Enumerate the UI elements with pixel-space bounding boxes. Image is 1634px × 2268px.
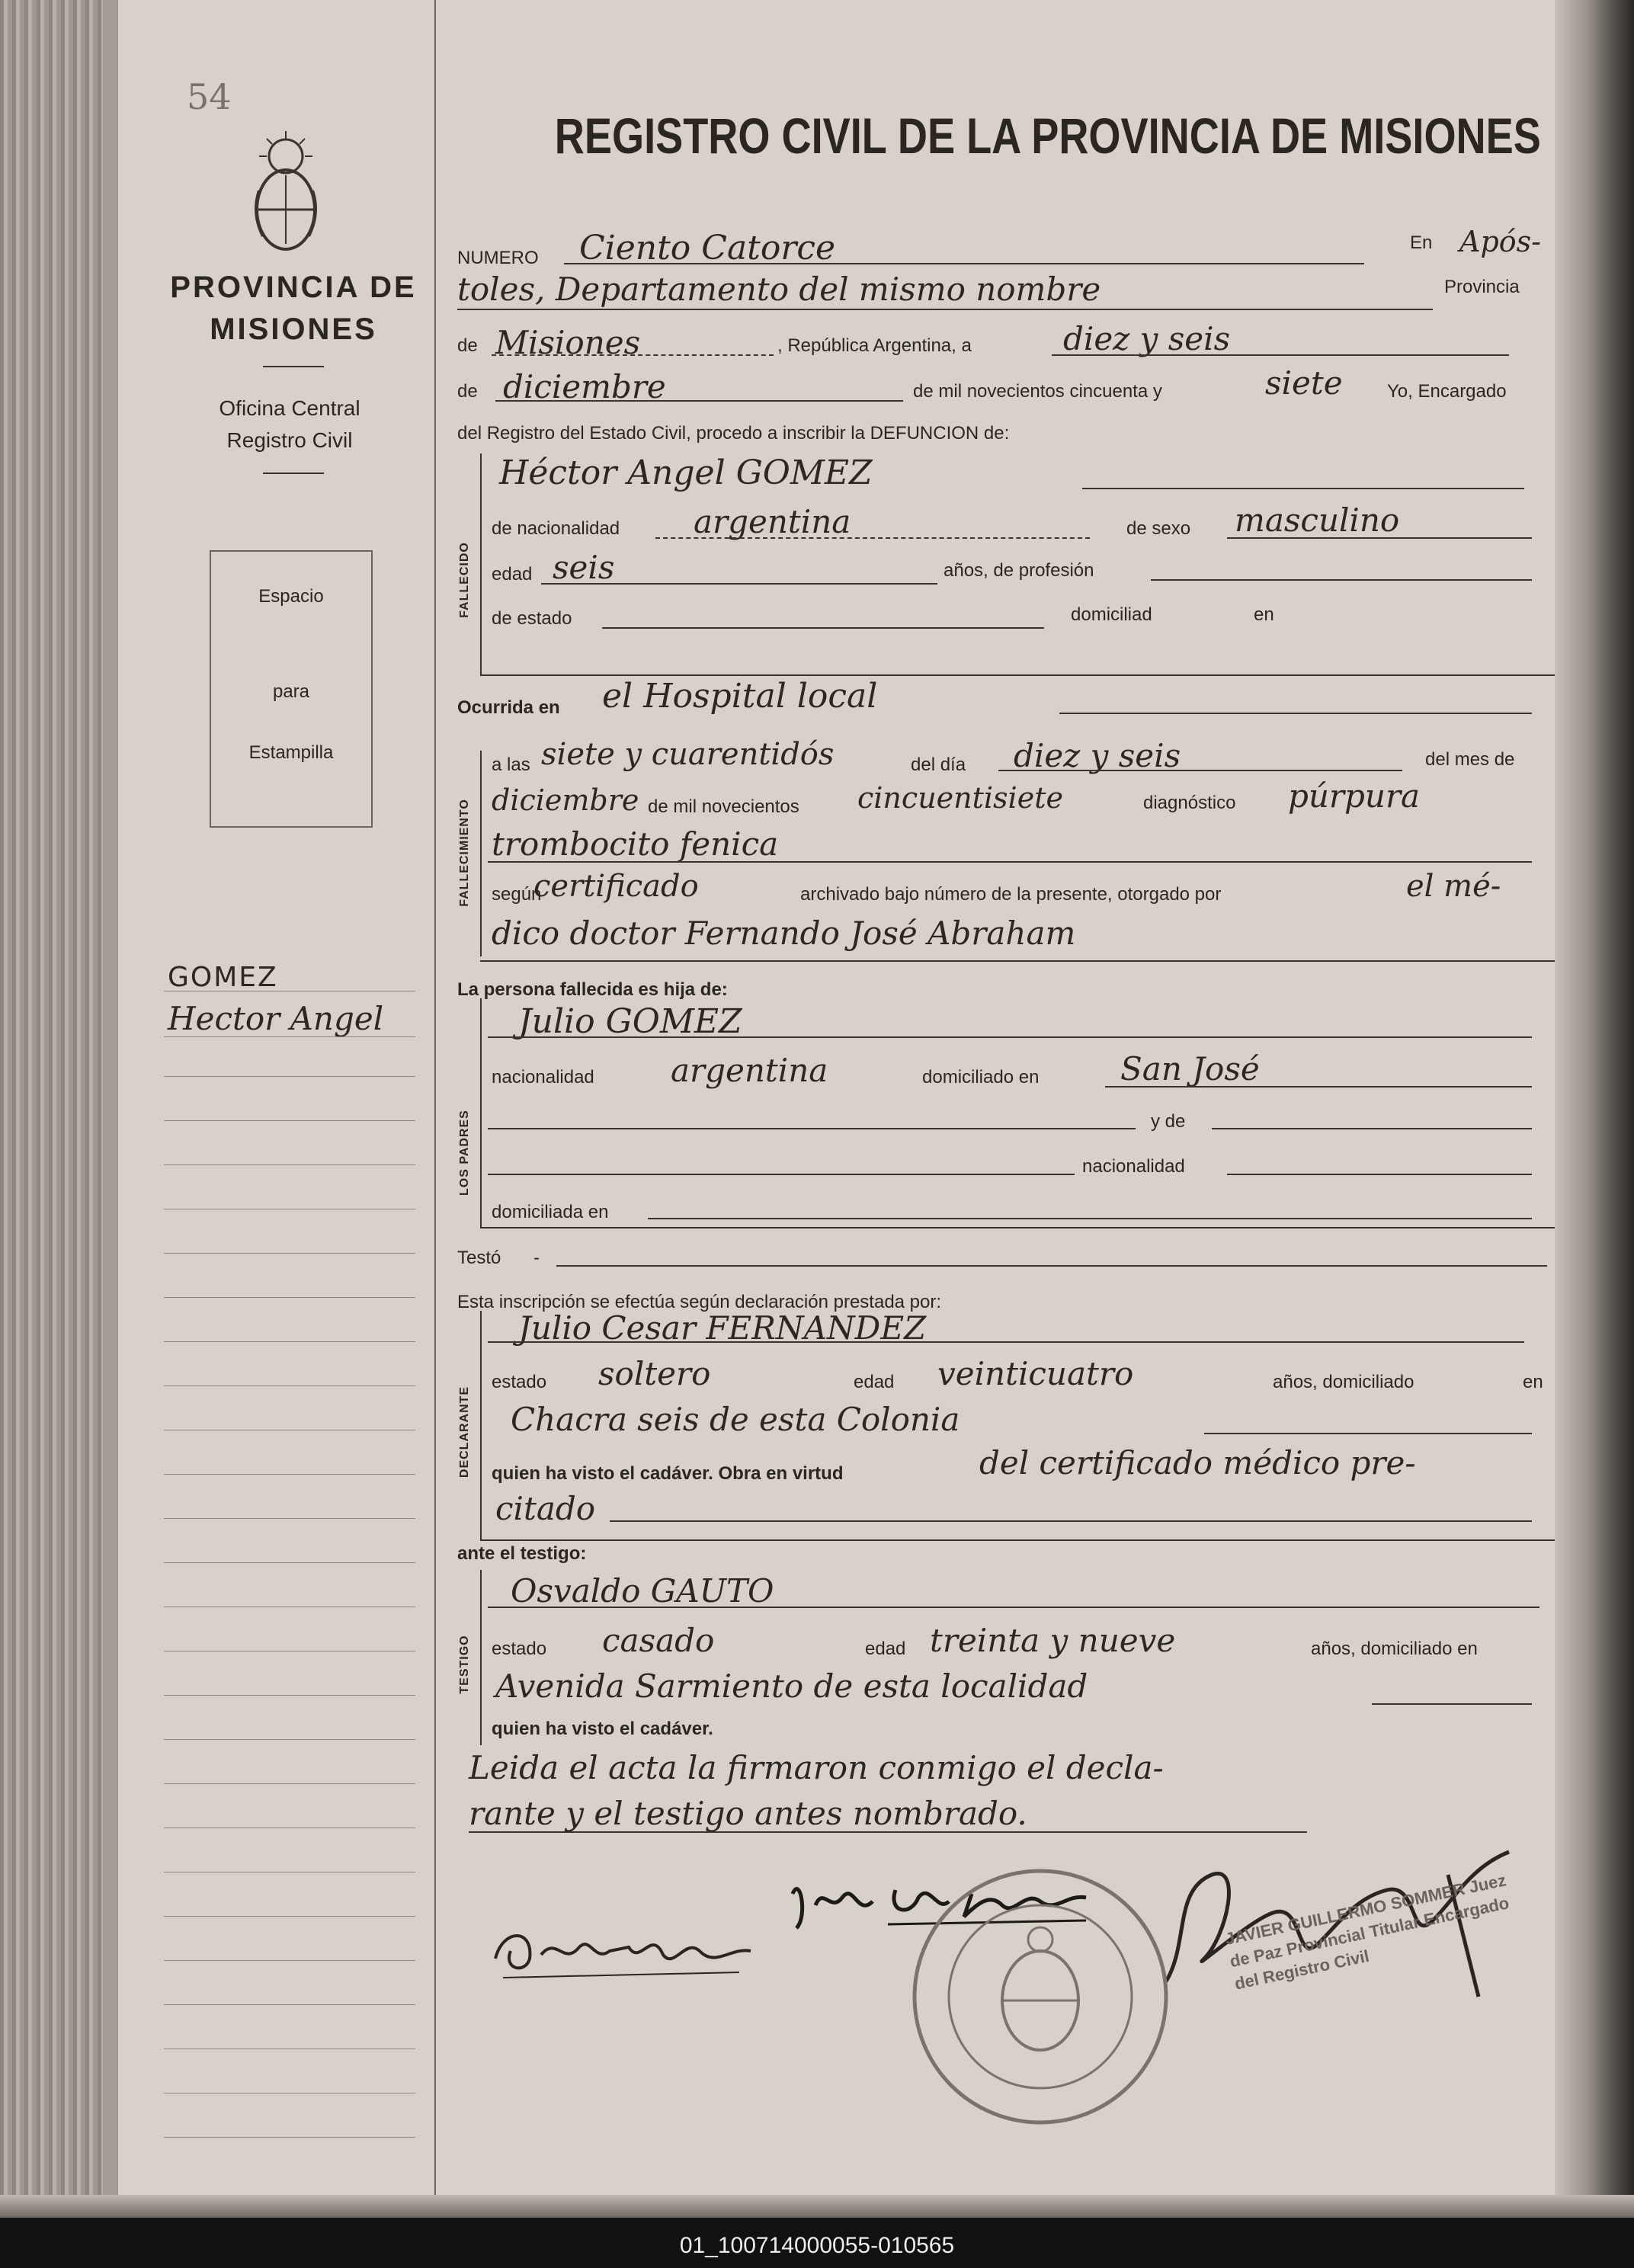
page-title: REGISTRO CIVIL DE LA PROVINCIA DE MISIONES [554,107,1541,164]
book-edge [1555,0,1634,2218]
register-page: 54 PROVINCIA DE MISIONES Oficina Central Registro Civil Espacio para Estampilla GOMEZ Hector Angel REGISTRO CIVIL DE LA PROVINCIA DE MISIONES NUMERO Ciento Catorce En Após- toles, Departamento del mismo nombre Provincia de Misiones , República Argentina, a diez y seis de diciembre de mil novecientos cincuenta y siete Yo, Encargado del Registro del Estado Civil, procedo a inscribir la DEFUNCION de: FALLECIDO Héctor Angel GOMEZ de nacionalidad argentina de sexo masculino edad seis años, de profesión de estado domiciliad en Ocurrida en el Hospital local FALLECIMIENTO a las siete y cuarentidós del día diez y seis del mes de diciembre de mil novecientos cincuentisiete diagnóstico púrpura trombocito fenica según certificado archivado bajo número de la presente, otorgado por el mé- dico doctor Fernando José Abraham La persona fallecida es hija de: LOS PADRES Julio GOMEZ nacionalidad argentina domiciliado en San José y de nacionalidad domiciliada en Testó - Esta inscripción se efectúa según declaración prestada por: DECLARANTE Julio Cesar FERNANDEZ estado soltero edad veinticuatro años, domiciliado en Chacra seis de esta Colonia quien ha visto el cadáver. Obra en virtud del certificado médico pre- citado ante el testigo: TESTIGO Osvaldo GAUTO estado casado edad treinta y nueve años, domiciliado en Avenida Sarmiento de esta localidad quien ha visto el cadáver. Leida el acta la firmaron conmigo el decla- rante y el testigo antes nombrado. JAVIER GUILLERMO SOMMER Juez de Paz Provincial Titular Encargado del Registro Civil [0,0,1634,2218]
court-seal-icon [903,1860,1177,2134]
sidebar-province: PROVINCIA DE MISIONES [170,271,417,346]
witness-name: Osvaldo GAUTO [511,1572,774,1610]
sidebar-office: Oficina Central Registro Civil [219,396,360,452]
coat-of-arms-icon [244,130,328,259]
page-number: 54 [187,76,232,117]
margin-surname: GOMEZ [168,962,278,993]
numero-value: Ciento Catorce [579,229,836,267]
deceased-name: Héctor Angel GOMEZ [499,453,873,492]
declarant-name: Julio Cesar FERNANDEZ [518,1309,927,1347]
sidebar-divider [434,0,436,2195]
stamp-box: Espacio para Estampilla [210,550,373,828]
father-name: Julio GOMEZ [518,1002,742,1041]
book-binding [0,0,103,2218]
margin-name: Hector Angel [168,1000,384,1037]
witness-signature [488,1905,762,1989]
image-caption: 01_100714000055-010565 [679,2233,955,2258]
registrar-stamp: JAVIER GUILLERMO SOMMER Juez de Paz Provincial Titular Encargado del Registro Civil [1223,1870,1511,1994]
